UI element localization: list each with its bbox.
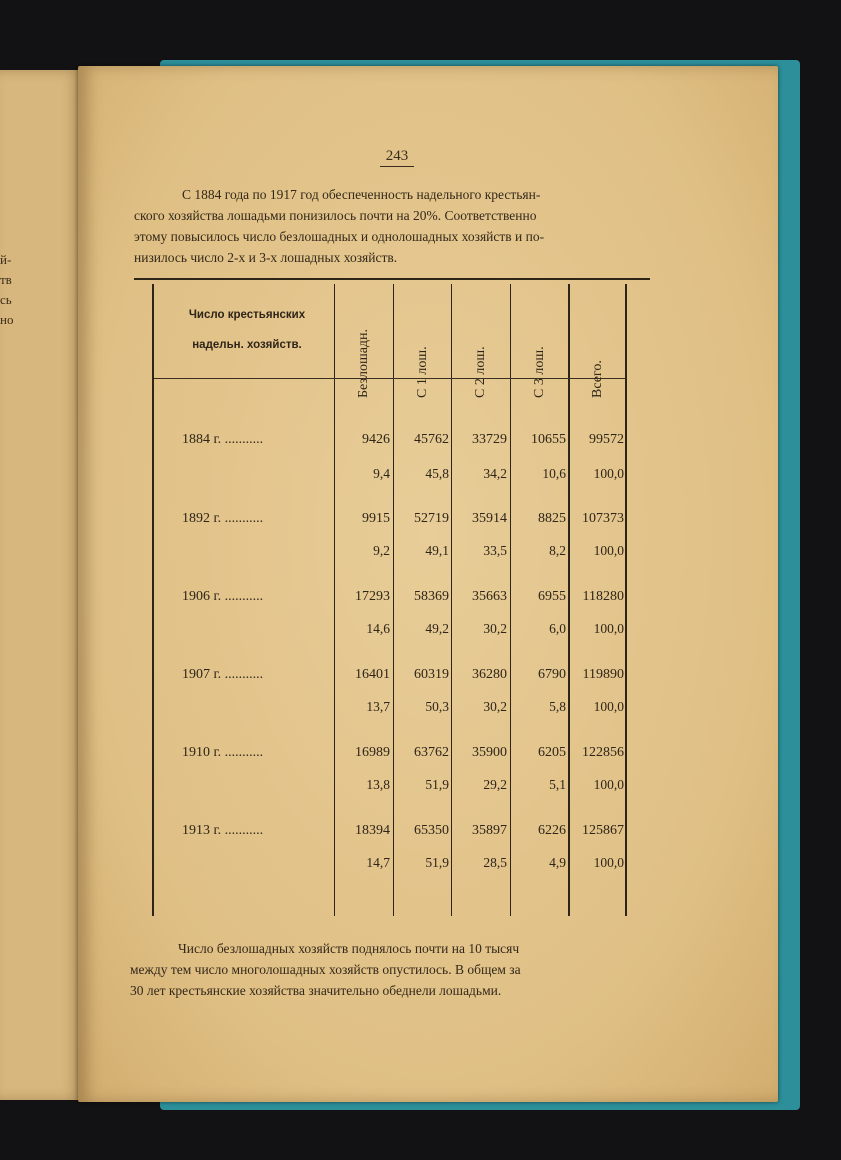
- table-cell: 18394: [355, 823, 390, 838]
- table-cell-percent: 100,0: [593, 777, 624, 792]
- column-header-total: Всего.: [590, 360, 605, 398]
- row-year-label: 1906 г. ...........: [182, 589, 264, 604]
- table-right-border: [625, 284, 627, 916]
- table-cell-percent: 45,8: [425, 466, 449, 481]
- table-cell: 33729: [472, 432, 507, 447]
- table-cell-percent: 28,5: [483, 855, 507, 870]
- table-cell-percent: 33,5: [483, 543, 507, 558]
- table-top-rule: [134, 278, 650, 280]
- table-cell: 65350: [414, 823, 449, 838]
- table-cell-percent: 100,0: [593, 699, 624, 714]
- row-year-label: 1910 г. ...........: [182, 745, 264, 760]
- table-cell: 118280: [582, 589, 624, 604]
- intro-paragraph: С 1884 года по 1917 год обеспеченность надельного крестьян- ского хозяйства лошадьми понизилось почти на 20%. Соответственно этому повысилось число безлошадных и однолошадных хозяйств и по- низилось число 2-х и 3-х лошадных хозяйств.: [134, 187, 545, 265]
- table-cell-percent: 29,2: [483, 777, 507, 792]
- row-year-label: 1907 г. ...........: [182, 667, 264, 682]
- table-cell-percent: 4,9: [549, 855, 566, 870]
- table-cell: 63762: [414, 745, 449, 760]
- table-cell-percent: 30,2: [483, 621, 507, 636]
- table-cell: 36280: [472, 667, 507, 682]
- table-cell: 9915: [362, 511, 390, 526]
- table-cell: 35663: [472, 589, 507, 604]
- table-cell-percent: 5,8: [549, 699, 566, 714]
- table-cell-percent: 51,9: [425, 777, 449, 792]
- row-year-label: 1884 г. ...........: [182, 432, 264, 447]
- table-cell: 107373: [582, 511, 624, 526]
- table-cell: 6790: [538, 667, 566, 682]
- table-cell: 35900: [472, 745, 507, 760]
- column-header-horseless: Безлошадн.: [356, 328, 371, 398]
- table-cell: 17293: [355, 589, 390, 604]
- table-cell-percent: 49,1: [425, 543, 449, 558]
- table-cell-percent: 6,0: [549, 621, 566, 636]
- table-cell-percent: 9,4: [373, 466, 390, 481]
- table-cell-percent: 14,6: [366, 621, 390, 636]
- table-cell-percent: 14,7: [366, 855, 390, 870]
- table-cell: 6955: [538, 589, 566, 604]
- page-number: 243: [380, 148, 414, 167]
- table-cell: 16989: [355, 745, 390, 760]
- table-cell: 6226: [538, 823, 566, 838]
- column-header-three-horse: С 3 лош.: [532, 346, 547, 398]
- table-cell-percent: 100,0: [593, 543, 624, 558]
- table-cell: 35897: [472, 823, 507, 838]
- table-cell-percent: 49,2: [425, 621, 449, 636]
- header-rule: [154, 378, 625, 379]
- table-cell: 9426: [362, 432, 390, 447]
- table-cell-percent: 100,0: [593, 855, 624, 870]
- table-header-label: Число крестьянских надельн. хозяйств.: [188, 309, 306, 351]
- table-cell-percent: 51,9: [425, 855, 449, 870]
- table-cell: 10655: [531, 432, 566, 447]
- left-page-text: й- тв сь но: [0, 252, 14, 327]
- table-cell: 16401: [355, 667, 390, 682]
- table-cell-percent: 50,3: [425, 699, 449, 714]
- row-year-label: 1892 г. ...........: [182, 511, 264, 526]
- table-cell: 125867: [582, 823, 624, 838]
- table-cell: 6205: [538, 745, 566, 760]
- table-cell: 60319: [414, 667, 449, 682]
- table-cell: 45762: [414, 432, 449, 447]
- table-cell-percent: 13,7: [366, 699, 390, 714]
- table-cell-percent: 9,2: [373, 543, 390, 558]
- column-header-one-horse: С 1 лош.: [415, 346, 430, 398]
- table-cell-percent: 30,2: [483, 699, 507, 714]
- table-cell: 8825: [538, 511, 566, 526]
- table-cell-percent: 10,6: [542, 466, 566, 481]
- column-header-two-horse: С 2 лош.: [473, 346, 488, 398]
- table-cell: 58369: [414, 589, 449, 604]
- table-cell: 52719: [414, 511, 449, 526]
- table-cell: 35914: [472, 511, 507, 526]
- table-cell: 99572: [589, 432, 624, 447]
- closing-paragraph: Число безлошадных хозяйств поднялось почти на 10 тысяч между тем число многолошадных хозяйств опустилось. В общем за 30 лет крестьянские хозяйства значительно обеднели лошадьми.: [130, 941, 521, 998]
- table-cell-percent: 34,2: [483, 466, 507, 481]
- table-cell: 122856: [582, 745, 624, 760]
- row-year-label: 1913 г. ...........: [182, 823, 264, 838]
- table-cell-percent: 5,1: [549, 777, 566, 792]
- table-cell: 119890: [582, 667, 624, 682]
- table-cell-percent: 100,0: [593, 621, 624, 636]
- table-cell-percent: 13,8: [366, 777, 390, 792]
- table-cell-percent: 8,2: [549, 543, 566, 558]
- table-cell-percent: 100,0: [593, 466, 624, 481]
- left-page: [0, 70, 82, 1100]
